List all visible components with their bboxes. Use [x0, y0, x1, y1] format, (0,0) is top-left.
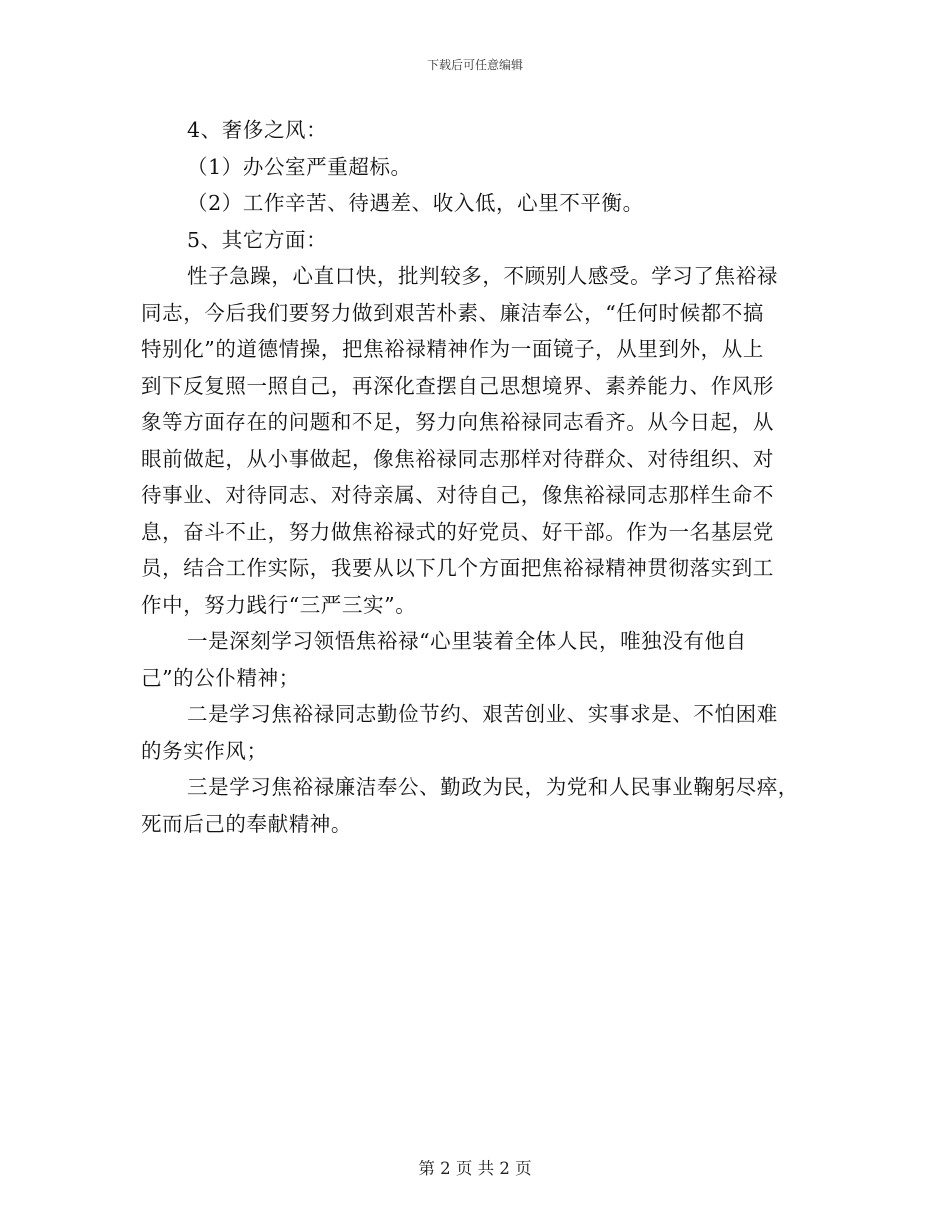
text-line — [141, 477, 809, 514]
text-line — [141, 550, 809, 587]
line-text: 眼前做起，从小事做起，像焦裕禄同志那样对待群众、对待组织、对 — [141, 446, 774, 471]
line-text: 待事业、对待同志、对待亲属、对待自己，像焦裕禄同志那样生命不 — [141, 483, 774, 507]
line-text: 的务实作风； — [141, 738, 268, 763]
text-line — [141, 441, 809, 478]
line-text: 息，奋斗不止，努力做焦裕禄式的好党员、好干部。作为一名基层党 — [141, 519, 774, 544]
text-line — [141, 514, 809, 551]
text-line — [141, 623, 809, 660]
text-line — [141, 587, 809, 624]
text-line — [141, 769, 809, 806]
line-text: 5、其它方面： — [187, 227, 328, 252]
text-line — [141, 660, 809, 697]
text-line — [141, 185, 809, 222]
text-line — [141, 149, 809, 186]
text-line — [141, 258, 809, 295]
text-line — [141, 696, 809, 733]
line-text: 象等方面存在的问题和不足，努力向焦裕禄同志看齐。从今日起，从 — [141, 410, 774, 434]
line-text: 性子急躁，心直口快，批判较多，不顾别人感受。学习了焦裕禄 — [187, 264, 778, 288]
line-text: 死而后己的奉献精神。 — [141, 811, 352, 836]
line-text: （2）工作辛苦、待遇差、收入低，心里不平衡。 — [187, 191, 644, 215]
text-line — [141, 112, 809, 149]
line-text: 4、奢侈之风： — [187, 118, 328, 142]
text-line — [141, 368, 809, 405]
line-text: 二是学习焦裕禄同志勤俭节约、艰苦创业、实事求是、不怕困难 — [187, 702, 778, 726]
text-line — [141, 222, 809, 259]
text-line — [141, 331, 809, 368]
page-header: 下载后可任意编辑 — [426, 58, 523, 72]
line-text: 己”的公仆精神； — [141, 665, 300, 690]
line-text: 三是学习焦裕禄廉洁奉公、勤政为民，为党和人民事业鞠躬尽瘁， — [187, 775, 799, 799]
line-text: 员，结合工作实际，我要从以下几个方面把焦裕禄精神贯彻落实到工 — [141, 556, 774, 580]
text-line — [141, 733, 809, 770]
line-text: 作中，努力践行“三严三实”。 — [141, 592, 417, 617]
line-text: 特别化”的道德情操，把焦裕禄精神作为一面镜子，从里到外，从上 — [141, 337, 764, 361]
line-text: 同志，今后我们要努力做到艰苦朴素、廉洁奉公，“任何时候都不搞 — [141, 300, 764, 325]
text-line — [141, 806, 809, 843]
text-line — [141, 404, 809, 441]
document-body — [141, 112, 809, 842]
line-text: 一是深刻学习领悟焦裕禄“心里装着全体人民，唯独没有他自 — [187, 629, 747, 653]
page-footer: 第 2 页 共 2 页 — [418, 1159, 532, 1178]
line-text: （1）办公室严重超标。 — [187, 154, 412, 179]
line-text: 到下反复照一照自己，再深化查摆自己思想境界、素养能力、作风形 — [141, 373, 774, 398]
text-line — [141, 295, 809, 332]
